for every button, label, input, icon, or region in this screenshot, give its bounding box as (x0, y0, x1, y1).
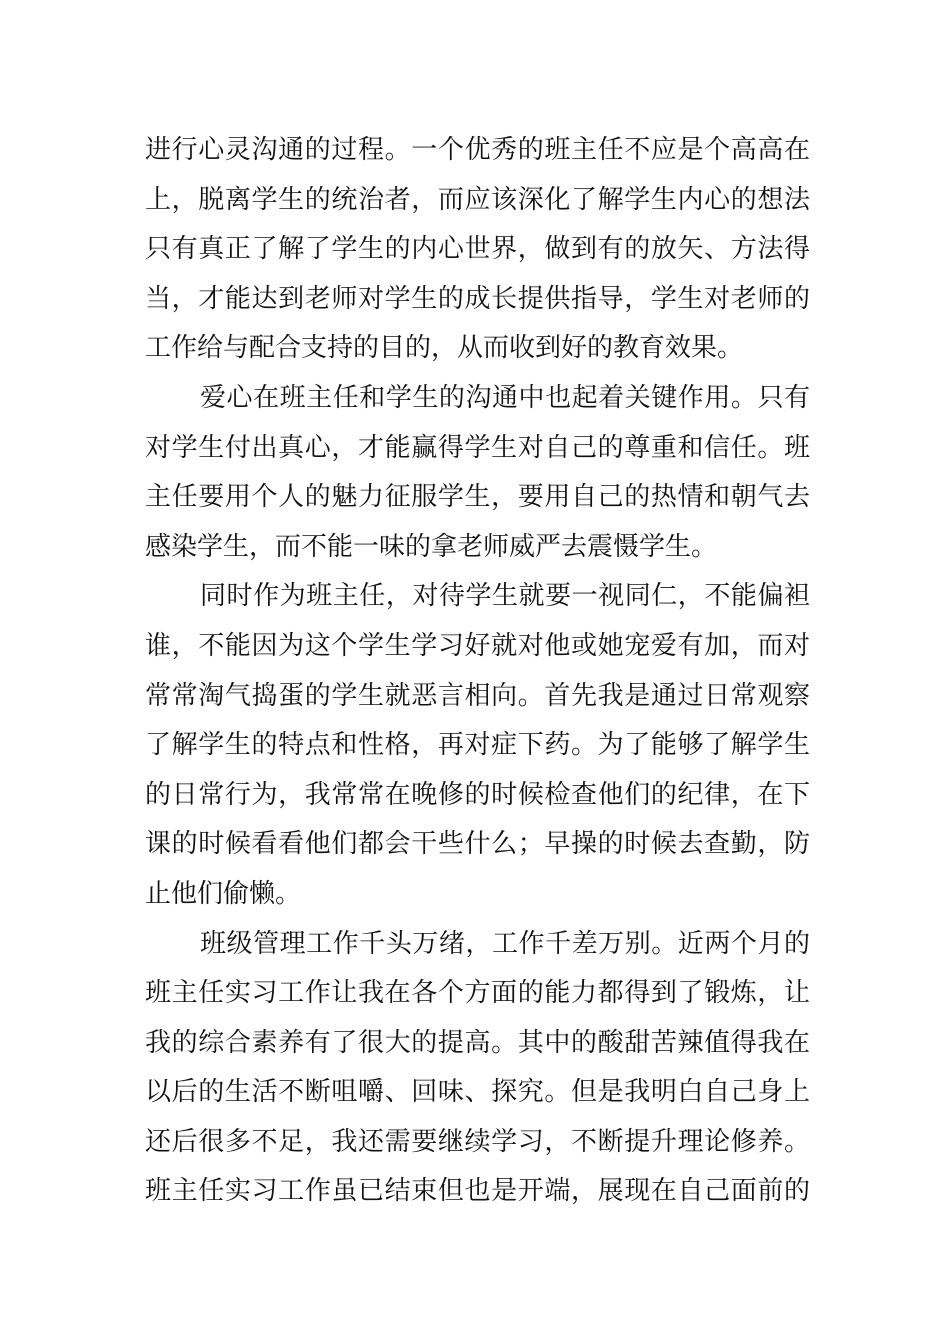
text-line: 上，脱离学生的统治者，而应该深化了解学生内心的想法 (145, 184, 810, 215)
text-line: 感染学生，而不能一味的拿老师威严去震慑学生。 (145, 531, 718, 562)
text-line: 当，才能达到老师对学生的成长提供指导，学生对老师的 (145, 283, 810, 314)
text-line: 进行心灵沟通的过程。一个优秀的班主任不应是个高高在 (145, 135, 810, 165)
text-line: 常常淘气捣蛋的学生就恶言相向。首先我是通过日常观察 (145, 680, 810, 711)
text-line: 对学生付出真心，才能赢得学生对自己的尊重和信任。班 (145, 432, 810, 463)
text-line: 我的综合素养有了很大的提高。其中的酸甜苦辣值得我在 (145, 1027, 810, 1058)
text-line: 课的时候看看他们都会干些什么；早操的时候去查勤，防 (145, 829, 810, 860)
text-line: 只有真正了解了学生的内心世界，做到有的放矢、方法得 (145, 234, 810, 265)
text-line: 了解学生的特点和性格，再对症下药。为了能够了解学生 (145, 730, 810, 761)
text-line: 的日常行为，我常常在晚修的时候检查他们的纪律，在下 (145, 779, 810, 810)
paragraph-first-line: 同时作为班主任，对待学生就要一视同仁，不能偏袒 (200, 581, 810, 612)
text-line: 班主任实习工作虽已结束但也是开端，展现在自己面前的 (145, 1176, 810, 1207)
text-line: 主任要用个人的魅力征服学生，要用自己的热情和朝气去 (145, 482, 810, 513)
paragraph-first-line: 爱心在班主任和学生的沟通中也起着关键作用。只有 (200, 382, 810, 413)
text-line: 止他们偷懒。 (145, 878, 302, 909)
text-line: 以后的生活不断咀嚼、回味、探究。但是我明白自己身上 (145, 1077, 810, 1108)
text-line: 班主任实习工作让我在各个方面的能力都得到了锻炼，让 (145, 978, 810, 1009)
text-line: 谁，不能因为这个学生学习好就对他或她宠爱有加，而对 (145, 630, 810, 661)
paragraph-first-line: 班级管理工作千头万绪，工作千差万别。近两个月的 (200, 928, 810, 959)
body-text (145, 126, 810, 1217)
text-line: 还后很多不足，我还需要继续学习，不断提升理论修养。 (145, 1126, 810, 1157)
text-line: 工作给与配合支持的目的，从而收到好的教育效果。 (145, 333, 744, 364)
